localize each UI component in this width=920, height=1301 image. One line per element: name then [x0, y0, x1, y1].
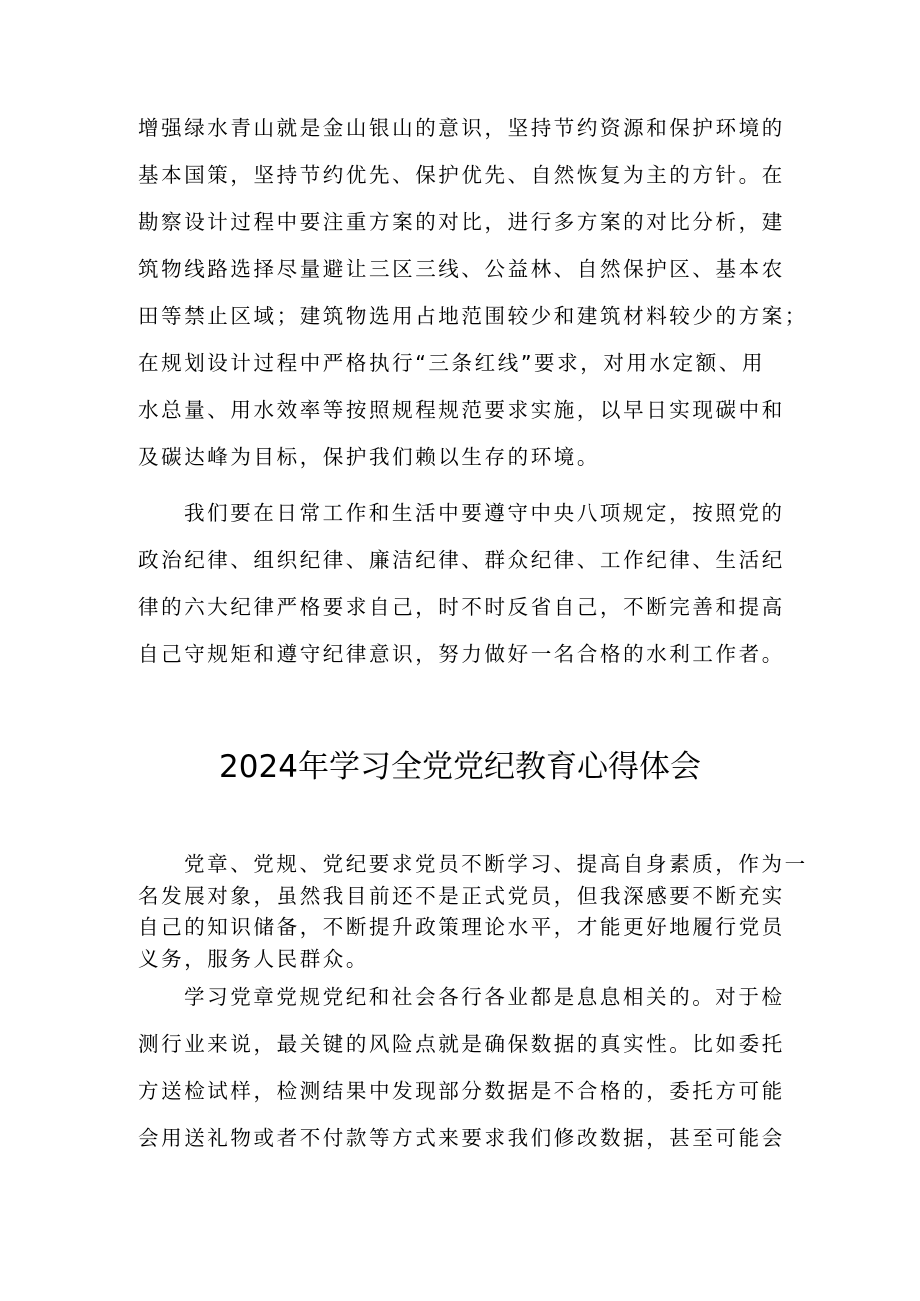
paragraph-line: 名发展对象，虽然我目前还不是正式党员，但我深感要不断充实 — [138, 883, 785, 908]
paragraph-line: 义务，服务人民群众。 — [138, 946, 369, 971]
paragraph-line: 会用送礼物或者不付款等方式来要求我们修改数据，甚至可能会 — [138, 1126, 785, 1150]
paragraph-party-rules — [138, 849, 808, 975]
paragraph-line: 水总量、用水效率等按照规程规范要求实施，以早日实现碳中和 — [138, 398, 785, 422]
paragraph-line: 方送检试样，检测结果中发现部分数据是不合格的，委托方可能 — [138, 1079, 785, 1103]
paragraph-discipline — [138, 490, 798, 678]
paragraph-line: 自己守规矩和遵守纪律意识，努力做好一名合格的水利工作者。 — [138, 642, 785, 666]
paragraph-line: 学习党章党规党纪和社会各行各业都是息息相关的。对于检 — [184, 985, 785, 1009]
paragraph-testing-industry — [138, 974, 798, 1162]
paragraph-line: 律的六大纪律严格要求自己，时不时反省自己，不断完善和提高 — [138, 595, 785, 619]
paragraph-line: 政治纪律、组织纪律、廉洁纪律、群众纪律、工作纪律、生活纪 — [138, 548, 785, 572]
paragraph-line: 在规划设计过程中严格执行“三条红线”要求，对用水定额、用 — [138, 351, 766, 375]
paragraph-line: 勘察设计过程中要注重方案的对比，进行多方案的对比分析，建 — [138, 210, 785, 234]
paragraph-line: 田等禁止区域；建筑物选用占地范围较少和建筑材料较少的方案； — [138, 304, 808, 328]
paragraph-line: 测行业来说，最关键的风险点就是确保数据的真实性。比如委托 — [138, 1032, 785, 1056]
paragraph-line: 基本国策，坚持节约优先、保护优先、自然恢复为主的方针。在 — [138, 163, 785, 187]
paragraph-line: 自己的知识储备，不断提升政策理论水平，才能更好地履行党员 — [138, 915, 785, 939]
paragraph-line: 党章、党规、党纪要求党员不断学习、提高自身素质，作为一 — [184, 852, 808, 876]
paragraph-line: 筑物线路选择尽量避让三区三线、公益林、自然保护区、基本农 — [138, 257, 785, 281]
paragraph-line: 我们要在日常工作和生活中要遵守中央八项规定，按照党的 — [184, 501, 785, 525]
document-title: 2024年学习全党党纪教育心得体会 — [219, 749, 701, 785]
paragraph-line: 增强绿水青山就是金山银山的意识，坚持节约资源和保护环境的 — [138, 116, 785, 140]
paragraph-line: 及碳达峰为目标，保护我们赖以生存的环境。 — [138, 445, 600, 469]
paragraph-ecology — [138, 105, 808, 481]
